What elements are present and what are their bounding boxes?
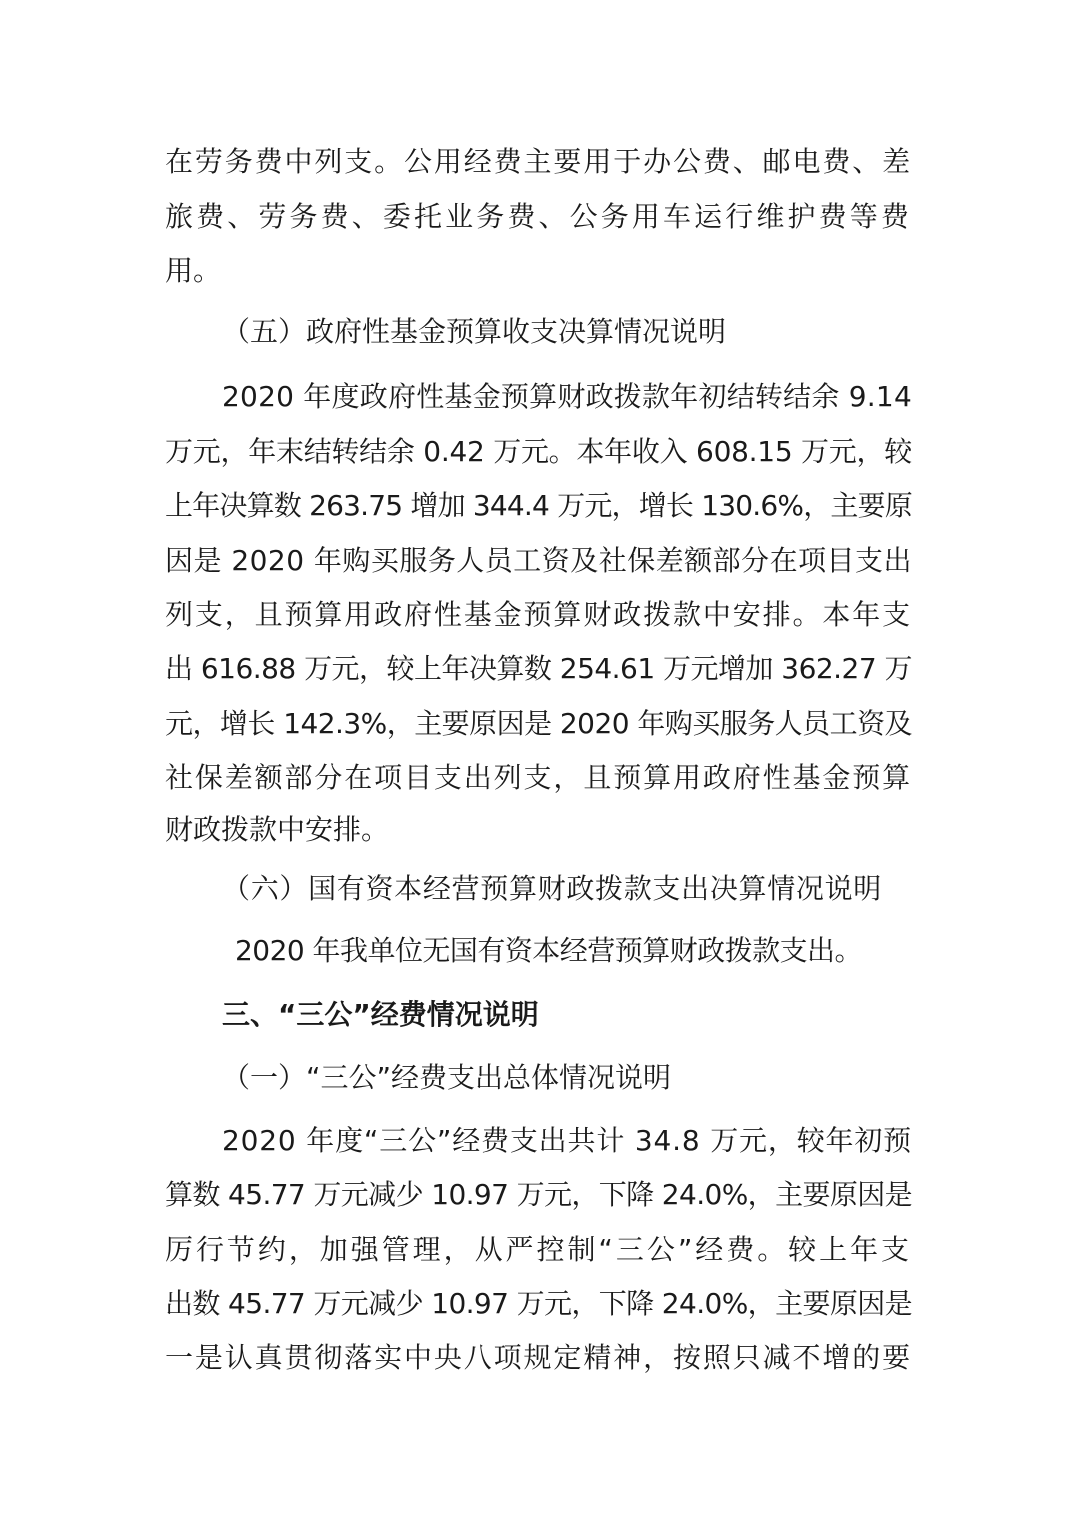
text-line: 出数 45.77 万元减少 10.97 万元，下降 24.0%，主要原因是 bbox=[165, 1287, 912, 1320]
text-line: 在劳务费中列支。公用经费主要用于办公费、邮电费、差 bbox=[165, 145, 912, 178]
text-line: 一是认真贯彻落实中央八项规定精神，按照只减不增的要 bbox=[165, 1341, 912, 1374]
text-line: 社保差额部分在项目支出列支，且预算用政府性基金预算 bbox=[165, 761, 912, 794]
text-line: 旅费、劳务费、委托业务费、公务用车运行维护费等费 bbox=[165, 200, 912, 233]
text-line: 厉行节约，加强管理，从严控制“三公”经费。较上年支 bbox=[165, 1233, 912, 1266]
text-line: 2020 年我单位无国有资本经营预算财政拨款支出。 bbox=[235, 934, 862, 967]
section-heading-three-public: 三、“三公”经费情况说明 bbox=[222, 998, 539, 1031]
text-line: 用。 bbox=[165, 254, 222, 287]
text-line: 上年决算数 263.75 增加 344.4 万元，增长 130.6%，主要原 bbox=[165, 489, 912, 522]
subheading-state-capital: （六）国有资本经营预算财政拨款支出决算情况说明 bbox=[222, 872, 882, 905]
text-line: 因是 2020 年购买服务人员工资及社保差额部分在项目支出 bbox=[165, 544, 912, 577]
text-line: 列支，且预算用政府性基金预算财政拨款中安排。本年支 bbox=[165, 598, 912, 631]
text-line: 元，增长 142.3%，主要原因是 2020 年购买服务人员工资及 bbox=[165, 707, 912, 740]
text-line: 出 616.88 万元，较上年决算数 254.61 万元增加 362.27 万 bbox=[165, 652, 912, 685]
subheading-gov-fund: （五）政府性基金预算收支决算情况说明 bbox=[222, 315, 727, 348]
text-line: 2020 年度政府性基金预算财政拨款年初结转结余 9.14 bbox=[222, 380, 912, 413]
text-line: 财政拨款中安排。 bbox=[165, 813, 390, 846]
subheading-three-public-overall: （一）“三公”经费支出总体情况说明 bbox=[222, 1061, 672, 1094]
text-line: 2020 年度“三公”经费支出共计 34.8 万元，较年初预 bbox=[222, 1124, 912, 1157]
text-line: 算数 45.77 万元减少 10.97 万元，下降 24.0%，主要原因是 bbox=[165, 1178, 912, 1211]
text-line: 万元，年末结转结余 0.42 万元。本年收入 608.15 万元，较 bbox=[165, 435, 912, 468]
